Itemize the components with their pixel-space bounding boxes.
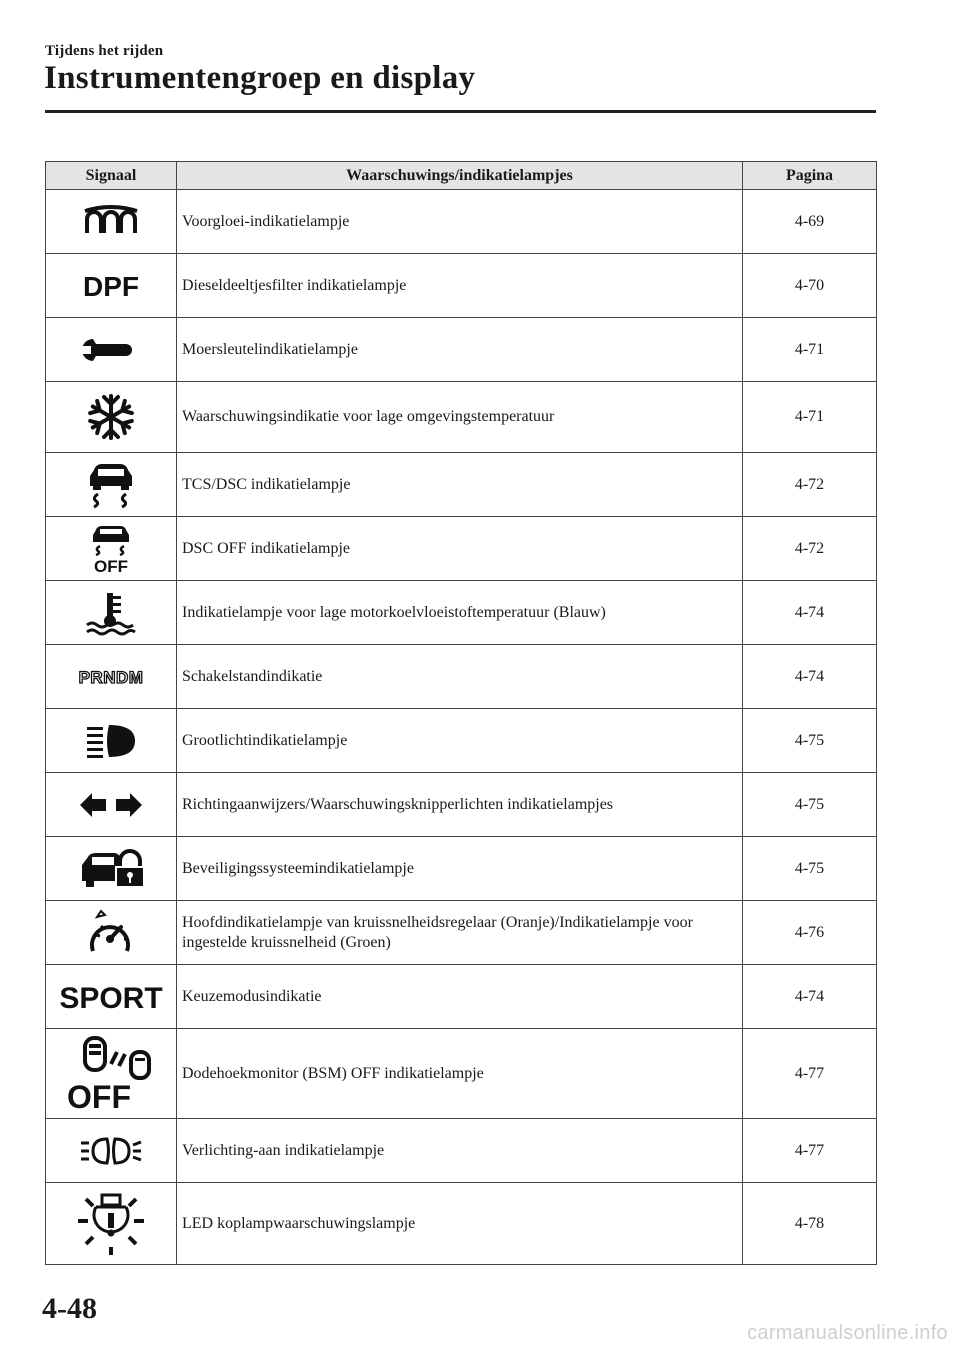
lamp-description: LED koplampwaarschuwingslampje [177,1183,743,1265]
lamp-description: DSC OFF indikatielampje [177,517,743,581]
page-reference: 4-74 [743,965,877,1029]
table-row [46,773,877,837]
section-label: Tijdens het rijden [45,43,164,59]
page-title: Instrumentengroep en display [44,60,476,96]
lamp-description: Keuzemodusindikatie [177,965,743,1029]
led-headlight-warning-icon [46,1183,177,1265]
table-row [46,1183,877,1265]
sport-mode-icon [46,965,177,1029]
column-header-page: Pagina [743,162,877,190]
page-reference: 4-72 [743,517,877,581]
lamp-description: Dieseldeeltjesfilter indikatielampje [177,254,743,318]
lamp-description: Beveiligingssysteemindikatielampje [177,837,743,901]
lamp-description: Hoofdindikatielampje van kruissnelheidsregelaar (Oranje)/Indikatielampje voor ingestelde kruissnelheid (Groen) [177,901,743,965]
tcs-dsc-icon [46,453,177,517]
dsc-off-icon [46,517,177,581]
table-row [46,837,877,901]
wrench-icon [46,318,177,382]
page-reference: 4-69 [743,190,877,254]
watermark[interactable]: carmanualsonline.info [747,1322,948,1344]
page-reference: 4-76 [743,901,877,965]
page-reference: 4-71 [743,318,877,382]
table-row [46,190,877,254]
lamp-description: Waarschuwingsindikatie voor lage omgevingstemperatuur [177,382,743,453]
cruise-control-icon [46,901,177,965]
page-reference: 4-74 [743,645,877,709]
lamp-description: Grootlichtindikatielampje [177,709,743,773]
table-row [46,1119,877,1183]
lights-on-icon [46,1119,177,1183]
bsm-off-icon [46,1029,177,1119]
lamp-description: Voorgloei-indikatielampje [177,190,743,254]
turn-signal-icon [46,773,177,837]
security-system-icon [46,837,177,901]
table-row [46,965,877,1029]
page-reference: 4-75 [743,773,877,837]
table-row [46,901,877,965]
page-reference: 4-77 [743,1029,877,1119]
title-divider [45,110,876,113]
page-reference: 4-70 [743,254,877,318]
coolant-temperature-icon [46,581,177,645]
page-reference: 4-78 [743,1183,877,1265]
column-header-signal: Signaal [46,162,177,190]
page-reference: 4-71 [743,382,877,453]
page-reference: 4-74 [743,581,877,645]
dsc-off-icon-text: OFF [94,556,128,576]
table-row [46,382,877,453]
lamp-description: Moersleutelindikatielampje [177,318,743,382]
indicator-table [45,161,877,1265]
page-reference: 4-75 [743,709,877,773]
table-row [46,1029,877,1119]
table-header-row [46,162,877,190]
lamp-description: Indikatielampje voor lage motorkoelvloeistoftemperatuur (Blauw) [177,581,743,645]
page-reference: 4-75 [743,837,877,901]
lamp-description: TCS/DSC indikatielampje [177,453,743,517]
bsm-off-icon-text: OFF [67,1078,131,1115]
table-row [46,709,877,773]
page-reference: 4-77 [743,1119,877,1183]
column-header-lamps: Waarschuwings/indikatielampjes [177,162,743,190]
glow-plug-icon [46,190,177,254]
table-row [46,517,877,581]
page-reference: 4-72 [743,453,877,517]
table-row [46,645,877,709]
sport-mode-icon-text: SPORT [59,981,163,1015]
dpf-icon [46,254,177,318]
snowflake-icon [46,382,177,453]
dpf-icon-text: DPF [83,270,139,302]
table-row [46,581,877,645]
shift-position-icon [46,645,177,709]
shift-position-icon-text: PRNDM [78,667,144,687]
lamp-description: Richtingaanwijzers/Waarschuwingsknipperlichten indikatielampjes [177,773,743,837]
lamp-description: Verlichting-aan indikatielampje [177,1119,743,1183]
table-row [46,254,877,318]
high-beam-icon [46,709,177,773]
table-row [46,453,877,517]
lamp-description: Schakelstandindikatie [177,645,743,709]
page-number: 4-48 [42,1292,97,1325]
table-row [46,318,877,382]
lamp-description: Dodehoekmonitor (BSM) OFF indikatielampje [177,1029,743,1119]
